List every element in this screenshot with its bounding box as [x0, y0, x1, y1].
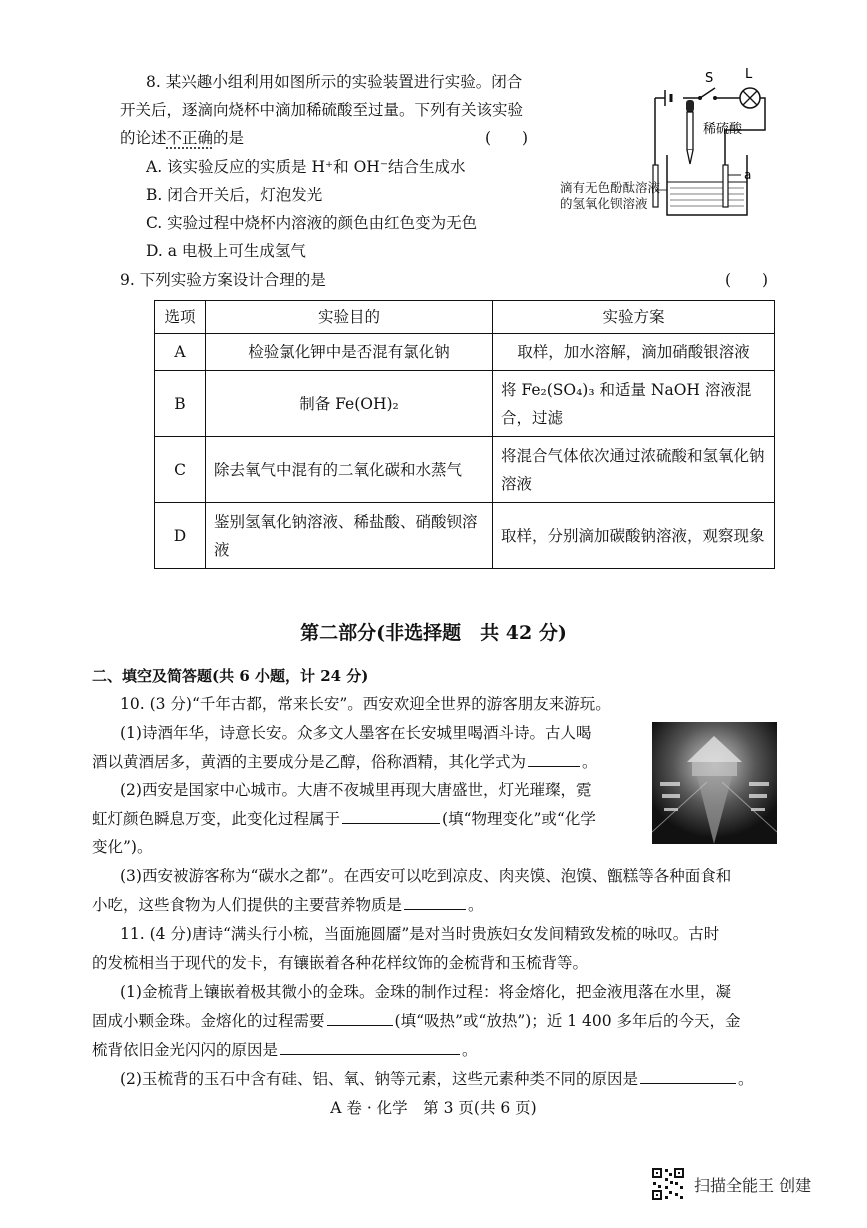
scanner-watermark — [650, 1166, 811, 1202]
q8-option-b: B. 闭合开关后，灯泡发光 — [146, 186, 323, 204]
electrode-label: a — [744, 168, 752, 182]
q11-p1-end: 。 — [462, 1041, 478, 1059]
q10-stem: 10. (3 分)“千年古都，常来长安”。西安欢迎全世界的游客朋友来游玩。 — [120, 695, 611, 713]
scanner-text: 扫描全能王 创建 — [694, 1175, 812, 1195]
row-goal: 制备 Fe(OH)₂ — [206, 371, 493, 437]
q8-answer-paren: ( ) — [485, 129, 529, 147]
q10-p1-end: 。 — [582, 753, 598, 771]
q10-blank-3[interactable] — [404, 895, 466, 910]
xian-night-photo — [652, 722, 777, 844]
q11-p1-hint: (填“吸热”或“放热”)；近 1 400 多年后的今天，金 — [394, 1012, 741, 1030]
table-row — [155, 437, 775, 503]
q10-p1-line1: (1)诗酒年华，诗意长安。众多文人墨客在长安城里喝酒斗诗。古人喝 — [120, 724, 592, 742]
part2-title: 第二部分(非选择题 共 42 分) — [300, 622, 567, 644]
switch-icon — [700, 88, 715, 98]
electrode-a — [723, 165, 728, 207]
q10-p3-text: 小吃，这些食物为人们提供的主要营养物质是 — [92, 896, 403, 914]
q11-p1-text: 固成小颗金珠。金熔化的过程需要 — [92, 1012, 325, 1030]
row-goal: 检验氯化钾中是否混有氯化钠 — [206, 334, 493, 371]
q8-emphasis: 不正确 — [166, 129, 214, 147]
q8-line-3 — [120, 128, 244, 148]
q10-p3-end: 。 — [468, 896, 484, 914]
section-heading: 二、填空及简答题(共 6 小题，计 24 分) — [92, 667, 369, 685]
row-goal: 除去氧气中混有的二氧化碳和水蒸气 — [206, 437, 493, 503]
q11-p1-line1: (1)金梳背上镶嵌着极其微小的金珠。金珠的制作过程：将金熔化，把金液甩落在水里，凝 — [120, 983, 731, 1001]
q9-answer-paren: ( ) — [725, 271, 769, 289]
table-row — [155, 334, 775, 371]
qr-code-icon — [650, 1166, 686, 1202]
q8-line-2: 开关后，逐滴向烧杯中滴加稀硫酸至过量。下列有关该实验 — [120, 101, 524, 119]
q11-p1-line2 — [92, 1011, 741, 1031]
q11-p2 — [120, 1069, 753, 1089]
row-plan: 取样，分别滴加碳酸钠溶液，观察现象 — [493, 503, 775, 569]
row-option: D — [155, 503, 206, 569]
row-plan: 将混合气体依次通过浓硫酸和氢氧化钠溶液 — [493, 437, 775, 503]
lamp-label: L — [745, 67, 753, 82]
q10-p3-line2 — [92, 895, 484, 915]
row-option: B — [155, 371, 206, 437]
acid-label: 稀硫酸 — [703, 122, 743, 137]
table-row — [155, 503, 775, 569]
q8-option-c: C. 实验过程中烧杯内溶液的颜色由红色变为无色 — [146, 214, 478, 232]
header-goal: 实验目的 — [206, 301, 493, 334]
solution-label — [560, 180, 660, 212]
q9-stem: 9. 下列实验方案设计合理的是 — [120, 271, 326, 289]
q10-blank-2[interactable] — [342, 809, 440, 824]
header-option: 选项 — [155, 301, 206, 334]
q10-p2-text: 虹灯颜色瞬息万变，此变化过程属于 — [92, 810, 341, 828]
q10-p1-line2 — [92, 752, 598, 772]
solution-label-2: 的氢氧化钡溶液 — [560, 196, 648, 211]
q8-line-1: 8. 某兴趣小组利用如图所示的实验装置进行实验。闭合 — [146, 73, 523, 91]
switch-label: S — [705, 71, 714, 86]
row-plan: 将 Fe₂(SO₄)₃ 和适量 NaOH 溶液混合，过滤 — [493, 371, 775, 437]
q11-p2-end: 。 — [737, 1070, 754, 1088]
q8-option-d: D. a 电极上可生成氢气 — [146, 242, 306, 260]
q11-blank-2[interactable] — [280, 1040, 460, 1055]
q11-blank-3[interactable] — [640, 1069, 736, 1084]
q8-option-a: A. 该实验反应的实质是 H⁺和 OH⁻结合生成水 — [146, 158, 466, 176]
q10-p1-text: 酒以黄酒居多，黄酒的主要成分是乙醇，俗称酒精，其化学式为 — [92, 753, 527, 771]
q10-blank-1[interactable] — [528, 752, 580, 767]
table-header-row — [155, 301, 775, 334]
row-option: C — [155, 437, 206, 503]
q10-p2-line3: 变化”)。 — [92, 838, 153, 856]
row-goal: 鉴别氢氧化钠溶液、稀盐酸、硝酸钡溶液 — [206, 503, 493, 569]
q8-line-3b: 的是 — [213, 129, 245, 147]
q11-p2-text: (2)玉梳背的玉石中含有硅、铝、氧、钠等元素，这些元素种类不同的原因是 — [120, 1070, 638, 1088]
q9-options-table — [154, 300, 775, 569]
header-plan: 实验方案 — [493, 301, 775, 334]
q11-blank-1[interactable] — [327, 1011, 393, 1026]
q10-p3-line1: (3)西安被游客称为“碳水之都”。在西安可以吃到凉皮、肉夹馍、泡馍、甑糕等各种面食和 — [120, 867, 732, 885]
solution-label-1: 滴有无色酚酞溶液 — [560, 180, 661, 195]
dropper-icon — [686, 100, 694, 112]
q11-p1-reason: 梳背依旧金光闪闪的原因是 — [92, 1041, 279, 1059]
table-row — [155, 371, 775, 437]
row-option: A — [155, 334, 206, 371]
q10-p2-line1: (2)西安是国家中心城市。大唐不夜城里再现大唐盛世，灯光璀璨，霓 — [120, 781, 592, 799]
row-plan: 取样，加水溶解，滴加硝酸银溶液 — [493, 334, 775, 371]
q10-p2-hint: (填“物理变化”或“化学 — [442, 810, 596, 828]
q11-p1-line3 — [92, 1040, 478, 1060]
page-footer: A 卷 · 化学 第 3 页(共 6 页) — [330, 1099, 537, 1117]
q11-line1: 11. (4 分)唐诗“满头行小梳，当面施圆靥”是对当时贵族妇女发间精致发梳的咏叹。古时 — [120, 925, 720, 943]
q10-p2-line2 — [92, 809, 596, 829]
q8-line-3a: 的论述 — [120, 129, 167, 147]
q11-line2: 的发梳相当于现代的发卡，有镶嵌着各种花样纹饰的金梳背和玉梳背等。 — [92, 954, 589, 972]
